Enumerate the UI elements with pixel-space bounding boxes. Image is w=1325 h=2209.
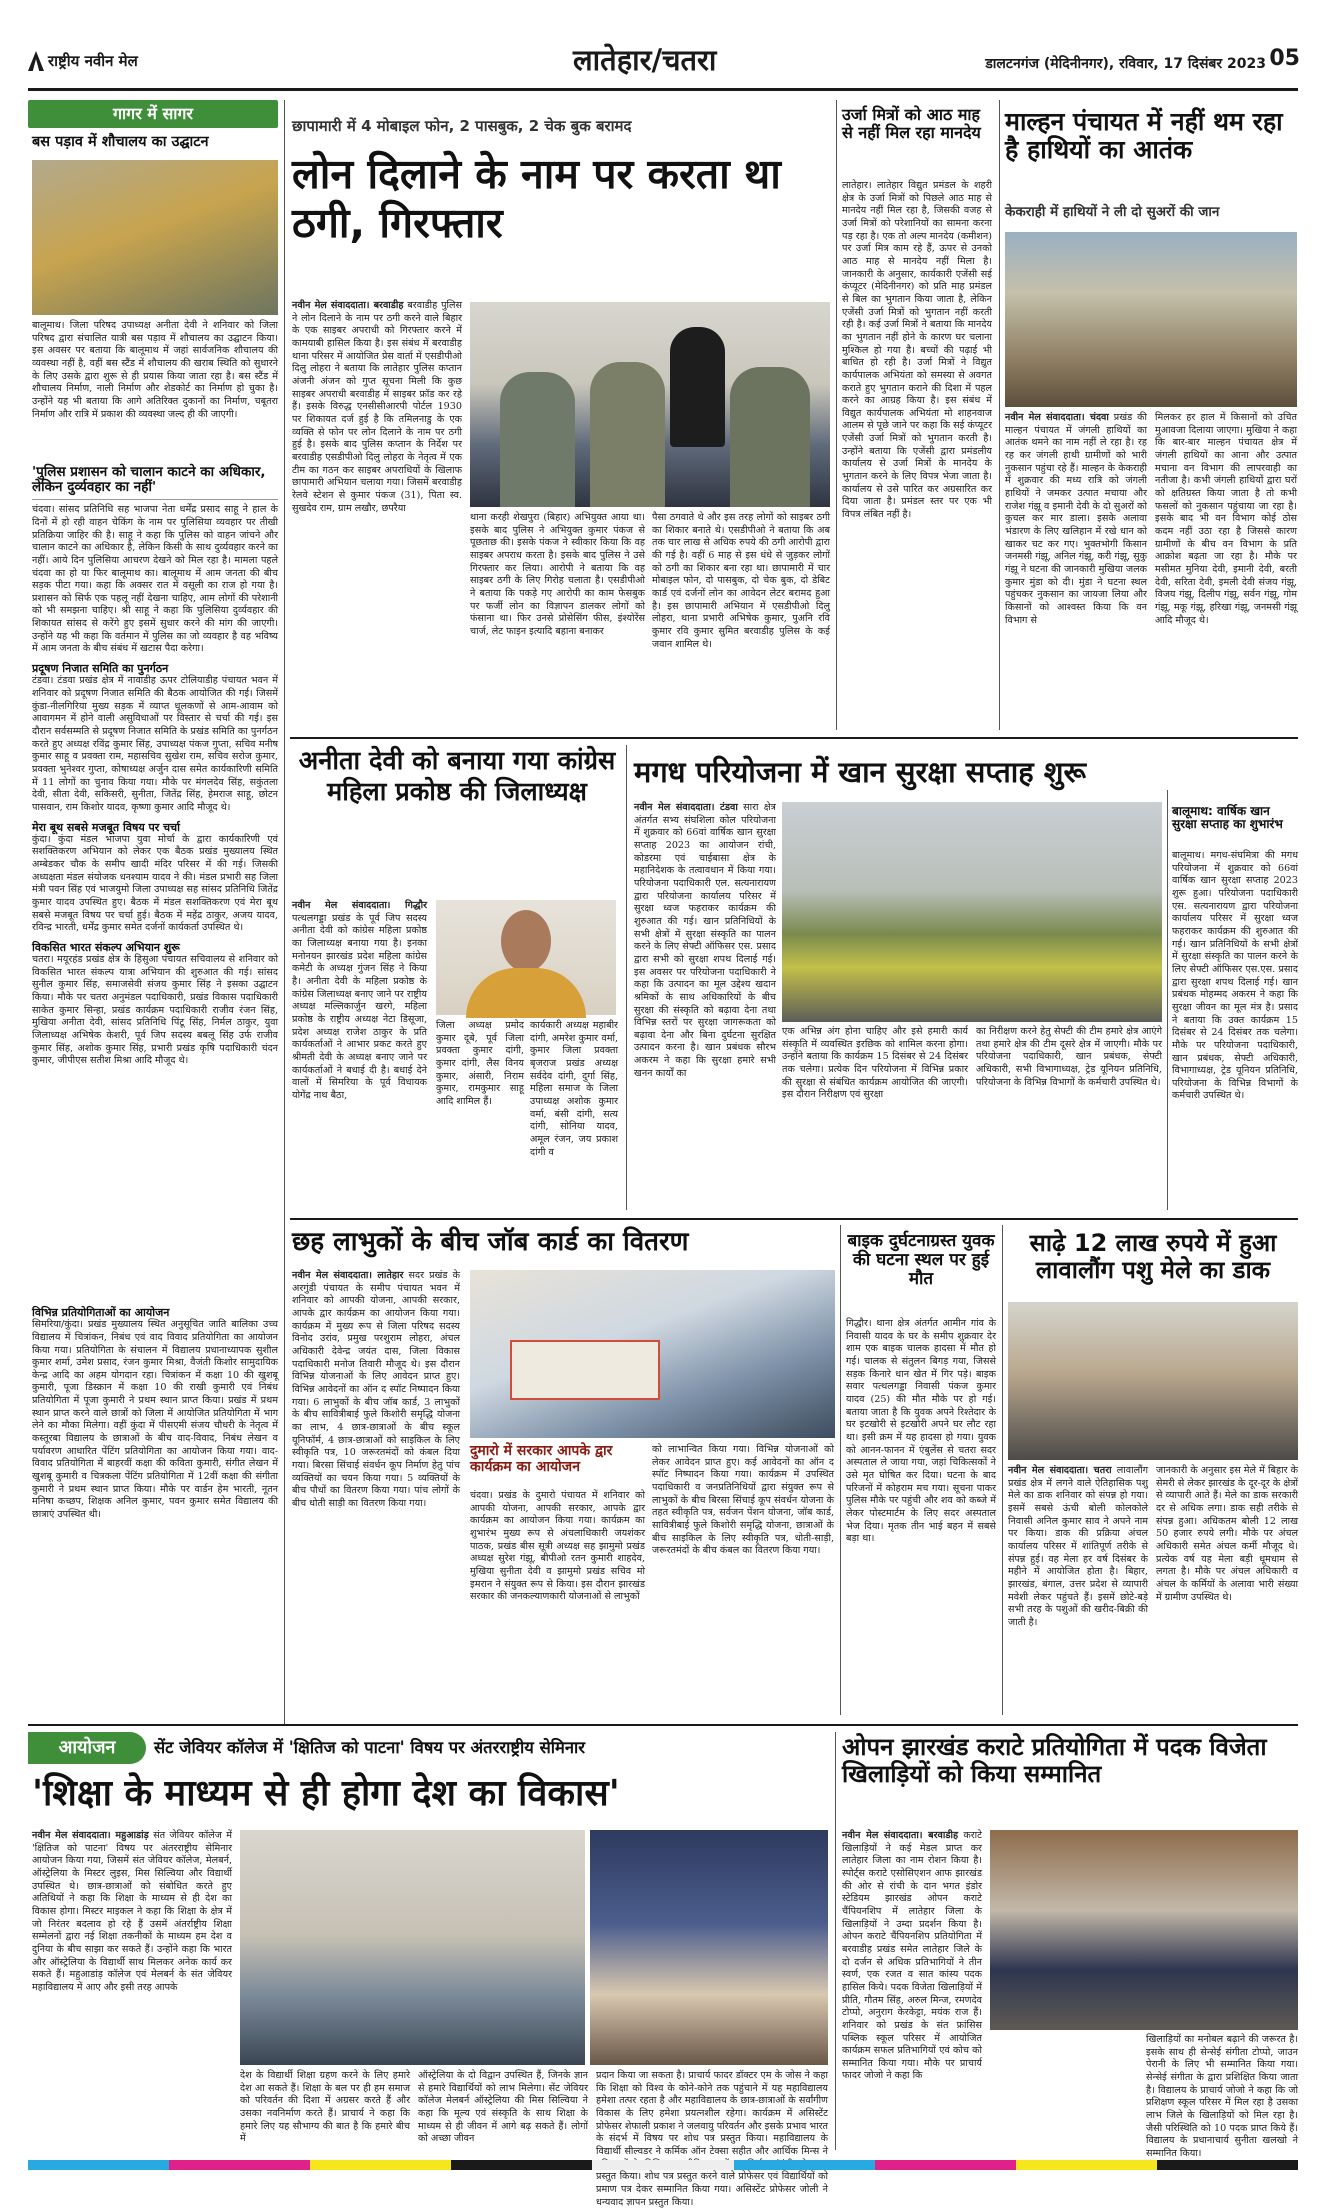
color-swatch-magenta <box>169 2160 310 2170</box>
anita-divider <box>626 745 627 1210</box>
aayojan-tag <box>28 1732 146 1764</box>
anita-col-2: जिला अध्यक्ष प्रमोद कुमार दूबे, पूर्व जिला प्रवक्ता कुमार दांगी, कुमार दांगी, लैस विनय कुमार, अंसारी, निराम कुमार, रामकुमार साहू आदि शामिल हैं। <box>436 1020 524 1107</box>
magadh-col-3: का निरीक्षण करने हेतु सेफ्टी की टीम हमारे क्षेत्र आएंगे तथा हमारे क्षेत्र की टीम दूसरे क्षेत्र में जाएगी। मौके पर परियोजना पदाधिकारी, खान प्रबंधक, सेफ्टी अधिकारी, सभी विभागाध्यक्ष, ट्रेड यूनियन प्रतिनिधि, परियोजना के विभिन्न विभागों के कर्मचारी उपस्थित थे। <box>976 1026 1162 1088</box>
sagar-band-title: गागर में सागर <box>113 104 193 123</box>
karate-col-1-text: कराटे खिलाड़ियों ने कई मेडल प्राप्त कर लातेहार जिला का नाम रोशन किया है। स्पोर्ट्स कराटे एसोसिएशन आफ झारखंड की ओर से रांची के दान भगत इंडोर स्टेडियम झारखंड ओपन कराटे चैंपियनशिप में लातेहार जिला के खिलाड़ियों ने उम्दा प्रदर्शन किया है। ओपन कराटे चैंपियनशिप प्रतियोगिता में बरवाडीह प्रखंड समेत लातेहार जिले के दो दर्जन से अधिक प्रतिभागियों ने तीन स्वर्ण, एक रजत व सात कांस्य पदक हासिल किये। पदक विजेता खिलाड़ियों में प्रीति, गौतम सिंह, अरुल मिन्ज, रमणदेव टोप्पो, अनुराग केरकेट्टा, मयंक राज हैं। शनिवार को प्रखंड के संत फ्रांसिस पब्लिक स्कूल परिसर में आयोजित कार्यक्रम सफल प्रतिभागियों एवं कोच को सम्मानित किया गया। मौके पर प्राचार्य फादर जोजो ने कहा कि <box>842 1830 982 2082</box>
paper-logo <box>28 46 258 76</box>
urja-headline: उर्जा मित्रों को आठ माह से नहीं मिल रहा मानदेय <box>842 105 981 142</box>
loan-col-2: थाना करही शेखपुरा (बिहार) अभियुक्त आया था। इसके बाद पुलिस ने अभियुक्त कुमार पंकज से पूछताछ की। इसके पंकज ने स्वीकार किया कि वह साइबर अपराध करता है। इसके बाद पुलिस ने उसे गिरफ्तार कर लिया। आरोपी ने बताया कि वह साइबर ठगी के लिए गिरोह चलाता है। एसडीपीओ ने बताया कि पकड़े गए आरोपी का काम फेसबुक पर फर्जी लोन का विज्ञापन डालकर लोगों को फंसाना था। फिर उनसे प्रोसेसिंग फीस, इंश्योरेंस चार्ज, लेट फाइन इत्यादि बहाना बनाकर <box>470 512 645 637</box>
sagar-body-1: बालूमाथ। जिला परिषद उपाध्यक्ष अनीता देवी ने शनिवार को जिला परिषद द्वारा संचालित यात्री बस पड़ाव में शौचालय का उद्घाटन किया। इस अवसर पर बताया कि बालूमाथ में जहां सार्वजनिक शौचालय की व्यवस्था नहीं है, वहीं बस स्टैंड में शौचालय की खराब स्थिति को सुधारने के लिए उसके द्वारा शुरू से ही प्रयास किया जाता रहा है। बस स्टैंड में शौचालय निर्माण, नाली निर्माण और शेडकोर्ट का निर्माण हो चुका है। उन्होंने यह भी बताया कि आगे अतिरिक्त दुकानों का निर्माण, चबूतरा निर्माण और रात्रि में प्रकाश की व्यवस्था जल्द ही की जाएगी। <box>32 320 278 420</box>
print-registration-bar <box>28 2160 1298 2170</box>
urja-body: लातेहार। लातेहार विद्युत प्रमंडल के शहरी क्षेत्र के उर्जा मित्रों को पिछले आठ माह से मानदेय नहीं मिल रहा है, जिसकी वजह से उर्जा मित्रों को परेशानियों का सामना करना पड़ रहा है। एक तो अल्प मानदेय (कमीशन) पर उर्जा मित्र काम रहे हैं, ऊपर से उनको आठ माह से मानदेय नहीं मिला है। जानकारी के अनुसार, कार्यकारी एजेंसी सई कंप्यूटर (मेदिनीनगर) को प्रति माह प्रमंडल से बिल का भुगतान किया जाता है, लेकिन एजेंसी उर्जा मित्रों को भुगतान नहीं करती रही है। कई उर्जा मित्रों ने बताया कि मानदेय का भुगतान नहीं होने के कारण घर चलाना मुश्किल हो गया है। बच्चों की पढ़ाई भी बाधित हो रही है। उर्जा मित्रों ने विद्युत कार्यपालक अभियंता को समस्या से अवगत कराते हुए भुगतान कराने की दिशा में पहल करने का आग्रह किया है। इस संबंध में विद्युत कार्यपालक अभियंता मो शाहनवाज आलम से पूछे जाने पर कहा कि सई कंप्यूटर एजेंसी उर्जा मित्रों को भुगतान करती है। उन्होंने बताया कि एजेंसी द्वारा प्रमंडलीय कार्यालय से उर्जा मित्रों के मानदेय के भुगतान करने के लिए विपत्र भेजा जाता है। कार्यालय से उसे पारित कर अग्रसारित कर दिया जाता है। प्रमंडल स्तर पर एक भी विपत्र लंबित नहीं है। <box>842 180 992 521</box>
karate-headline: ओपन झारखंड कराटे प्रतियोगिता में पदक विजेता खिलाड़ियों को किया सम्मानित <box>842 1733 1267 1788</box>
mela-auction-photo <box>1008 1302 1298 1460</box>
malhan-col-1-text: प्रखंड की माल्हन पंचायत में जंगली हाथियों का आतंक थमने का नाम नहीं ले रहा है। रह रह कर जंगली हाथी ग्रामीणों को भारी नुकसान पहुंचा रहे हैं। माल्हन के केकराही में शुक्रवार की मध्य रात्रि को जंगली हाथियों ने जमकर उत्पात मचाया और राजेश गंझू व इमानी देवी के दो सुअरों को कुचल कर मार डाला। इसके अलावा भंडारण के लिए खलिहान में रखे धान को खाकर चट कर गए। भुक्तभोगी किसान जनमसी गंझू, अनिल गंझू, करी गंझू, सुकु गंझू ने घटना की जानकारी मुखिया जलक कुमार मुंडा को दी। मुंडा ने घटना स्थल पहुंचकर नुकसान का जायजा लिया और किसानों को आश्वस्त किया कि वन विभाग से <box>1005 412 1147 626</box>
banner-held <box>510 1340 660 1400</box>
safety-parade-photo <box>782 802 1162 1022</box>
arrest-photo <box>470 302 830 507</box>
elephant-damage-photo <box>1005 232 1297 407</box>
officer-figure-1 <box>500 372 575 507</box>
row-rule-1 <box>290 737 1298 739</box>
job-col-1-text: सदर प्रखंड के अरगुंडी पंचायत के समीप पंचायत भवन में शनिवार को आपकी योजना, आपकी सरकार, आपके द्वार कार्यक्रम का आयोजन किया गया। कार्यक्रम में मुख्य रूप से जिला परिषद सदस्य विनोद उरांव, प्रमुख परशुराम लोहरा, अंचल अधिकारी देवेन्द्र जयंत दास, जिला विकास पदाधिकारी मनोज तिवारी मौजूद थे। इस दौरान विभिन्न योजनाओं के लिए आवेदन प्राप्त हुए। विभिन्न आवेदनों का ऑन द स्पॉट निष्पादन किया गया। 6 लाभुकों के बीच जॉब कार्ड, 3 लाभुकों के बीच सावित्रीबाई फुले किशोरी समृद्धि योजना का लाभ, 4 छात्र-छात्राओं के बीच स्कूल यूनिफॉर्म, 4 छात्र-छात्राओं को साइकिल के लिए स्वीकृति पत्र, 10 जरूरतमंदों को कंबल दिया गया। बिरसा सिंचाई संवर्धन कूप निर्माण हेतु पांच व्यक्तियों का चयन किया गया। 5 व्यक्तियों के बीच पौधों का वितरण किया गया। पांच लोगों के बीच धोती साड़ी का वितरण किया गया। <box>292 1270 460 1509</box>
color-swatch-cyan <box>28 2160 169 2170</box>
seminar-photo-1 <box>240 1830 585 2065</box>
masthead <box>28 40 1298 88</box>
portrait-face <box>501 910 551 972</box>
sagar-box-2 <box>32 465 278 1300</box>
section-title: लातेहार/चतरा <box>573 43 717 77</box>
aayojan-tag-label: आयोजन <box>58 1737 116 1758</box>
anita-portrait <box>436 900 616 1015</box>
aayojan-col-4-text: प्रदान किया जा सकता है। प्राचार्य फादर डॉक्टर एम के जोस ने कहा कि शिक्षा को विश्व के कोने-कोने तक पहुंचाने में यह महाविद्यालय हमेशा तत्पर रहता है और महाविद्यालय के छात्र-छात्राओं के सर्वांगीण विकास के लिए हमेशा प्रयत्नशील रहेगा। कार्यक्रम में असिस्टेंट प्रोफेसर शेफाली प्रकाश ने जलवायु परिवर्तन और इसके प्रभाव भारत के संदर्भ में विषय पर शोध पत्र प्रस्तुत किया। महाविद्यालय के विद्यार्थी सील्वडर ने कर्मिक ऑन टेक्सा सहीत और आर्थिक मिन्स ने प्रस्तुत किया। शोध पत्र प्रस्तुत करने वाले प्रोफेसर एवं विद्यार्थियों को प्रमाण पत्र देकर सम्मानित किया गया। असिस्टेंट प्रोफेसर जोली ने धन्यवाद ज्ञापन प्रस्तुत किया। <box>596 2070 828 2208</box>
balu-body: बालूमाथ। मगध-संघमित्रा की मगध परियोजना में शुक्रवार को 66वां वार्षिक खान सुरक्षा सप्ताह 2023 शुरू हुआ। परियोजना पदाधिकारी एस. सत्यनारायण द्वारा परियोजना कार्यालय परिसर में सुरक्षा ध्वज फहराकर कार्यक्रम की शुरुआत की गई। खान प्रतिनिधियों के सभी क्षेत्रों में सुरक्षा संस्कृति का पालन करने के लिए सेफ्टी ऑफिसर एस.एस. प्रसाद द्वारा सुरक्षा शपथ दिलाई गई। खान प्रबंधक मोहम्मद अकरम ने कहा कि सुरक्षा जीवन का मूल मंत्र है। प्रसाद ने बताया कि उक्त कार्यक्रम 15 दिसंबर से 24 दिसंबर तक चलेगा। मौके पर परियोजना पदाधिकारी, खान प्रबंधक, सेफ्टी अधिकारी, विभागाध्यक्ष, ट्रेड यूनियन प्रतिनिधि, परियोजना के विभिन्न विभागों के कर्मचारी उपस्थित थे। <box>1172 850 1298 1102</box>
dateline: डालटनगंज (मेदिनीनगर), रविवार, 17 दिसंबर 2023 <box>985 56 1266 72</box>
sagar-box-6 <box>32 1300 278 1720</box>
karate-group-photo <box>990 1830 1298 2030</box>
loan-headline: लोन दिलाने के नाम पर करता था ठगी, गिरफ्तार <box>292 150 781 248</box>
malhan-byline: नवीन मेल संवाददाता। चंदवा <box>1005 412 1109 423</box>
bus-stand-photo <box>32 160 278 315</box>
sagar-body-6: सिमरिया/कुंदा। प्रखंड मुख्यालय स्थित अनुसूचित जाति बालिका उच्च विद्यालय में चित्रांकन, निबंध एवं वाद विवाद प्रतियोगिता का आयोजन किया गया। प्रतियोगिता के संचालन में विद्यालय प्रधानाध्यापक सुशील कुमार शर्मा, उमेश प्रसाद, रंजन कुमार मिश्रा, वैजंती किशोर सामुदायिक केन्द्र आदि का अहम योगदान रहा। चित्रांकन में कक्षा 10 की खुशबू कुमारी, पूजा डिस्क्रान में कक्षा 10 की राखी कुमारी एवं निबंध प्रतियोगिता में पूजा कुमारी ने प्रथम स्थान प्राप्त किया। प्रखंड में प्रथम स्थान प्राप्त करने वाले छात्रों को जिला में आयोजित प्रतियोगिता में भाग लेने का मौका मिलेगा। वहीं कुंदा में पीसएमी संजय चौधरी के नेतृत्व में कस्तूरबा विद्यालय के छात्राओं के बीच वाद-विवाद, निबंध लेखन व पर्यावरण आधारित पेंटिंग प्रतियोगिता का आयोजन किया गया। वाद-विवाद प्रतियोगिता में बाहरवीं कक्षा की कविता कुमारी, संगीत लेखन में खुशबू कुमारी व चित्रकला पेंटिंग प्रतियोगिता में 12वीं कक्षा की संगीता कुमारी ने प्रथम स्थान प्राप्त किया। मौके पर वार्डन हेम भारती, नूतन मनिषा कच्छप, शिक्षक अनिल कुमार, पवन कुमार समेत विद्यालय की छात्राएं उपस्थित थी। <box>32 1319 278 1521</box>
karate-col-2: खिलाड़ियों का मनोबल बढ़ाने की जरूरत है। इसके साथ ही सेन्सेई संगीता टोप्पो, जाउन पेरानी के लिए भी सम्मानित किया गया। सेन्सेई संगीता के द्वारा प्रशिक्षित किया जाता है। विद्यालय के प्राचार्य जोजो ने कहा कि जो प्रशिक्षण स्कूल परिसर में मिल रहा है उसका लाभ जिले के खिलाड़ियों को मिल रहा है। जैसी परिस्थिति को 10 पदक प्राप्त किये हैं। विद्यालय के प्रधानाचार्य सुनीता खलखो ने सम्मानित किया। <box>1146 2034 1298 2159</box>
mela-headline: साढ़े 12 लाख रुपये में हुआ लावालौंग पशु मेले का डाक <box>1029 1229 1277 1284</box>
page-number: 05 <box>1269 46 1300 71</box>
balu-divider <box>1167 790 1168 1210</box>
color-swatch-yellow-2 <box>1016 2160 1157 2170</box>
aayojan-col-1-text: संत जेवियर कॉलेज में 'क्षितिज को पाटना' विषय पर अंतरराष्ट्रीय सेमिनार आयोजन किया गया, जिसमें संत जेवियर कॉलेज, मेलबर्न, ऑस्ट्रेलिया के मिस्टर लुइस, मिस सिल्विया और विद्यार्थी उपस्थित थे। छात्र-छात्राओं को संबोधित करते हुए अतिथियों ने कहा कि शिक्षा के माध्यम से ही देश का विकास होगा। मिस्टर माइकल ने कहा कि शिक्षा के क्षेत्र में जो निरंतर बदलाव हो रहे हैं उसमें अंतर्राष्ट्रीय शिक्षा सम्मेलनों द्वारा नई शिक्षा तकनीकों के माध्यम हम देश व दुनिया के बीच साझा कर सकते हैं। उन्होंने कहा कि भारत और ऑस्ट्रेलिया के विद्यार्थी साथ मिलकर अनेक कार्य कर सकते हैं। महुआडांड़ कॉलेज एवं मेलबर्न के संत जेवियर महाविद्यालय में आए और इसी तरह आपके <box>32 1830 232 1993</box>
color-swatch-magenta-2 <box>875 2160 1016 2170</box>
loan-byline: नवीन मेल संवाददाता। बरवाडीह <box>292 300 404 311</box>
mela-col-1 <box>1008 1465 1148 1715</box>
aayojan-col-3: ऑस्ट्रेलिया के दो विद्वान उपस्थित हैं, जिनके ज्ञान से हमारे विद्यार्थियों को लाभ मिलेगा। सेंट जेवियर कॉलेज मेलबर्न ऑस्ट्रेलिया की मिस सिल्विया ने कहा कि मूल्य एवं संस्कृति के साथ शिक्षा के माध्यम से ही जीवन में आगे बढ़ सकते हैं। लोगों को अच्छा जीवन <box>418 2070 588 2145</box>
accused-figure <box>670 327 725 447</box>
job-byline: नवीन मेल संवाददाता। लातेहार <box>292 1270 404 1281</box>
color-swatch-black <box>451 2160 592 2170</box>
aayojan-col-1 <box>32 1830 232 2150</box>
karate-col-1 <box>842 1830 982 2150</box>
sagar-headline-4: मेरा बूथ सबसे मजबूत विषय पर चर्चा <box>32 820 180 834</box>
sagar-band <box>28 100 278 128</box>
job-col-2: चंदवा। प्रखंड के दुमारो पंचायत में शनिवार को आपकी योजना, आपकी सरकार, आपके द्वार कार्यक्रम का आयोजन किया गया। कार्यक्रम का शुभारंभ मुख्य रूप से अंचलाधिकारी जयशंकर पाठक, प्रखंड बीस सूत्री अध्यक्ष सह झामुमो प्रखंड अध्यक्ष सुरेश गंझू, बीपीओ रतन कुमारी शाहदेव, मुखिया सुनीता देवी व झामुमो प्रखंड सचिव मो इमरान ने संयुक्त रूप से किया। इस दौरान झारखंड सरकार की जनकल्याणकारी योजनाओं से लाभुकों <box>470 1490 645 1603</box>
paper-name: राष्ट्रीय नवीन मेल <box>48 52 138 70</box>
aayojan-byline: नवीन मेल संवाददाता। महुआडांड़ <box>32 1830 149 1841</box>
karate-byline: नवीन मेल संवाददाता। बरवाडीह <box>842 1830 959 1841</box>
sagar-body-2: चंदवा। सांसद प्रतिनिधि सह भाजपा नेता धर्मेंद्र प्रसाद साहू ने हाल के दिनों में हो रही वाहन चेकिंग के नाम पर पुलिसिया व्यवहार पर तीखी प्रतिक्रिया जाहिर की है। साहू ने कहा कि पुलिस को वाहन जांचने और चालान काटने का अधिकार है, लेकिन किसी के साथ दुर्व्यवहार करने का नहीं। आये दिन पुलिसिया आचरण देखने को मिल रहा है। मामला पहले चंदवा का हो या फिर बालूमाथ का। बालूमाथ में आम जनता की बीच सड़क पीटा गया। कहा कि अक्सर रात में वसूली का राज हो गया है। प्रशासन को सिर्फ एक पहलू नहीं देखना चाहिए, आम लोगों की परेशानी को भी समझना चाहिए। श्री साहू ने कहा कि पुलिसिया दुर्व्यवहार की शिकायत सांसद से करेंगे हुए इसमें सुधार करने की मांग की जाएगी। उन्होंने यह भी कहा कि वर्तमान में पुलिस का जो व्यवहार है वह भविष्य में आम जनता के बीच संबंध में खटास पैदा करेगा। <box>32 504 278 655</box>
bike-headline: बाइक दुर्घटनाग्रस्त युवक की घटना स्थल पर हुई मौत <box>847 1231 995 1290</box>
mela-col-1-text: लावालौंग प्रखंड क्षेत्र में लगने वाले ऐतिहासिक पशु मेले का डाक शनिवार को संपन्न हो गया। इसमें सबसे ऊंची बोली कोलकोले निवासी अनिल कुमार साव ने अपने नाम पर किया। डाक की प्रक्रिया अंचल कार्यालय परिसर में शांतिपूर्ण तरीके से संपन्न हुई। वह मेला हर वर्ष दिसंबर के महीने में आयोजित होता है। बिहार, झारखंड, बंगाल, उत्तर प्रदेश से व्यापारी मवेशी लेकर पहुंचते हैं। इसमें छोटे-बड़े सभी तरह के पशुओं की खरीद-बिक्री की जाती है। <box>1008 1465 1148 1628</box>
logo-mark-icon <box>28 51 44 71</box>
anita-col-1-text: पत्थलगड्डा प्रखंड के पूर्व जिप सदस्य अनीता देवी को कांग्रेस महिला प्रकोष्ठ का जिलाध्यक्ष बनाया गया है। इनका मनोनयन झारखंड प्रदेश महिला कांग्रेस कमेटी के अध्यक्ष गुंजन सिंह ने किया है। अनीता देवी के महिला प्रकोष्ठ के कांग्रेस जिलाध्यक्ष बनाए जाने पर राष्ट्रीय अध्यक्ष मल्लिकार्जुन खरगे, महिला प्रकोष्ठ के राष्ट्रीय अध्यक्ष नेटा डिसूजा, प्रदेश अध्यक्ष राजेश ठाकुर के प्रति कार्यकर्ताओं ने आभार प्रकट करते हुए श्रीमती देवी के अध्यक्ष बनाए जाने पर कार्यकर्ताओं ने बधाई दी है। बधाई देने वालों में सिमरिया के पूर्व विधायक योगेंद्र नाथ बैठा, <box>292 912 427 1101</box>
job-subhead: दुमारो में सरकार आपके द्वार कार्यक्रम का आयोजन <box>470 1443 613 1475</box>
masthead-rule <box>28 88 1298 91</box>
color-swatch-yellow <box>310 2160 451 2170</box>
balu-headline: बालूमाथ: वार्षिक खान सुरक्षा सप्ताह का शुभारंभ <box>1172 804 1283 832</box>
job-card-photo <box>470 1270 835 1438</box>
magadh-col-2: एक अभिन्न अंग होना चाहिए और इसे हमारी कार्य संस्कृति में व्यवस्थित इरछिक को शामिल करना होगा। उन्होंने बताया कि कार्यक्रम 15 दिसंबर से 24 दिसंबर तक चलेगा। प्रत्येक दिन परियोजना में विभिन्न प्रकार की सुरक्षा से संबंधित कार्यक्रम आयोजित की जाएगी। इस दौरान निरीक्षण एवं सुरक्षा <box>782 1026 968 1101</box>
anita-col-1 <box>292 900 427 1210</box>
magadh-byline: नवीन मेल संवाददाता। टंडवा <box>634 802 738 813</box>
mela-byline: नवीन मेल संवाददाता। चतरा <box>1008 1465 1112 1476</box>
bike-divider <box>840 1225 841 1715</box>
anita-headline: अनीता देवी को बनाया गया कांग्रेस महिला प्रकोष्ठ की जिलाध्यक्ष <box>298 746 616 808</box>
malhan-subhead: केकराही में हाथियों ने ली दो सुअरों की जान <box>1005 204 1220 220</box>
magadh-col-1-text: सारा क्षेत्र अंतर्गत सभ्य संघशिला कोल परियोजना में शुक्रवार को 66वां वार्षिक खान सुरक्षा सप्ताह 2023 का आयोजन रांची, कोडरमा एवं चाईबासा क्षेत्र के महानिदेशक के तत्वावधान में किया गया। परियोजना पदाधिकारी एल. सत्यनारायण द्वारा परियोजना कार्यालय परिसर में सुरक्षा ध्वज फहराकर कार्यक्रम की शुरुआत की गई। खान प्रतिनिधियों के सभी क्षेत्रों में सुरक्षा संस्कृति का पालन करने के लिए सेफ्टी ऑफिसर एस. प्रसाद द्वारा सभी को सुरक्षा शपथ दिलाई गई। इस अवसर पर परियोजना पदाधिकारी ने कहा कि उत्पादन का मूल उद्देश्य खदान श्रमिकों के साथ अधिकारियों के बीच सुरक्षा की संस्कृति को बढ़ावा देना तथा विभिन्न स्तरों पर सुरक्षा जागरूकता को बढ़ावा देना और बिना दुर्घटना सुरक्षित उत्पादन करना है। खान प्रबंधक सौरभ अकरम ने कहा कि सुरक्षा हमारे सभी खनन कार्यों का <box>634 802 776 1079</box>
officer-figure-2 <box>590 362 665 507</box>
job-col-1 <box>292 1270 460 1715</box>
loan-kicker: छापामारी में 4 मोबाइल फोन, 2 पासबुक, 2 चेक बुक बरामद <box>292 117 632 135</box>
sagar-headline-1: बस पड़ाव में शौचालय का उद्घाटन <box>32 134 209 150</box>
mela-col-2: जानकारी के अनुसार इस मेले में बिहार के सेमरी से लेकर झारखंड के दूर-दूर के क्षेत्रों से व्यापारी आते हैं। मेले का डाक सरकारी दर से अधिक लगा। डाक सही तरीके से संपन्न हुआ। अधिकतम बोली 12 लाख 50 हजार रुपये लगी। मौके पर अंचल अधिकारी समेत अंचल कर्मी मौजूद थे। प्रत्येक वर्ष यह मेला बड़ी धूमधाम से लगता है। मौके पर अंचल अधिकारी व अंचल के कर्मियों के अलावा भारी संख्या में ग्रामीण उपस्थित थे। <box>1156 1465 1298 1603</box>
sagar-body-3: टंडवा। टंडवा प्रखंड क्षेत्र में नावाडीह ऊपर टोलियाडीह पंचायत भवन में शनिवार को प्रदूषण निजात समिति की बैठक आयोजित की गई। जिसमें कुंडा-नीलगिरिया मुख्य सड़क में व्याप्त धूलकणों से आम-आवाम को आवागमन में होने वाली असुविधाओं पर विस्तार से चर्चा की गई। इस दौरान सर्वसम्मति से प्रदूषण निजात समिति के प्रखंड समिति का पुनर्गठन करते हुए अध्यक्ष रविंद्र कुमार सिंह, उपाध्यक्ष पंकज गुप्ता, सचिव मनीष कुमार साहू व प्रवक्ता राम, महासचिव सुखेश राम, सचिव सरोज कुमार, प्रवक्ता भुनेश्वर गुप्ता, कोषाध्यक्ष अर्जुन दास समेत कार्यकारिणी समिति में 11 लोगों का चुनाव किया गया। मौके पर मंगलदेव सिंह, सकुंतला देवी, सीता देवी, सकिसरी, सुनीता, जितेंद्र सिंह, हेमराज साहू, छोटन पासवान, राम किशोर यादव, कृष्णा कुमार आदि मौजूद थे। <box>32 675 278 813</box>
malhan-headline: माल्हन पंचायत में नहीं थम रहा है हाथियों का आतंक <box>1005 107 1283 164</box>
sagar-headline-6: विभिन्न प्रतियोगिताओं का आयोजन <box>32 1306 170 1319</box>
aayojan-kicker: सेंट जेवियर कॉलेज में 'क्षितिज को पाटना' विषय पर अंतरराष्ट्रीय सेमिनार <box>154 1738 586 1757</box>
color-swatch-cyan-2 <box>734 2160 875 2170</box>
aayojan-headline: 'शिक्षा के माध्यम से ही होगा देश का विकास' <box>32 1773 620 1814</box>
magadh-col-1 <box>634 802 776 1210</box>
malhan-col-2: मिलकर हर हाल में किसानों को उचित मुआवजा दिलाया जाएगा। मुखिया ने कहा कि बार-बार माल्हन पंचायत क्षेत्र में जंगली हाथियों का आना और उत्पात मचाना वन विभाग की लापरवाही का नतीजा है। कभी जंगली हाथियों द्वारा घरों को क्षतिग्रस्त किया जाता है तो कभी फसलों को नुकसान पहुंचाया जा रहा है। इसके बाद भी वन विभाग कोई ठोस कदम नहीं उठा रहा है जिससे कारण ग्रामीणों के बीच वन विभाग के प्रति आक्रोश बढ़ता जा रहा है। मौके पर मसीमत मुनिया देवी, इमानी देवी, बरती देवी, सरिता देवी, इमली देवी संजय गंझू, विजय गंझू, दिलीप गंझू, सर्वन गंझू, गोम गंझू, मकू गंझू, हरिखा गंझू, जनमसी गंझू आदि मौजूद थे। <box>1155 412 1297 626</box>
aayojan-col-2: देश के विद्यार्थी शिक्षा ग्रहण करने के लिए हमारे देश आ सकते हैं। शिक्षा के बल पर ही हम समाज को परिवर्तन की दिशा में अग्रसर करते हैं और उसका नवनिर्माण करते हैं। प्राचार्य ने कहा कि हमारे लिए यह सौभाग्य की बात है कि हमारे बीच में <box>240 2070 410 2145</box>
officer-figure-3 <box>730 367 810 507</box>
sagar-body-4: कुंदा। कुंदा मंडल भाजपा युवा मोर्चा के द्वारा कार्यकारिणी एवं सशक्तिकरण अभियान को लेकर एक बैठक प्रखंड मुख्यालय स्थित अम्बेडकर चौक के समीप खादी मंदिर परिसर में की गई। जिसकी अध्यक्षता मंडल संयोजक धनश्याम यादव ने की। मंडल प्रभारी सह जिला मंत्री पवन सिंह एवं भाजयुमो जिला उपाध्यक्ष सह सांसद प्रतिनिधि जितेंद्र कुमार यादव उपस्थित हुए। बैठक में मंडल सशक्तिकरण एवं मेरा बूथ सबसे मजबूत विषय पर चर्चा हुई। बैठक में महेंद्र ठाकुर, अजय यादव, रविन्द्र भारती, धर्मेंद्र कुमार समेत दर्जनों कार्यकर्ता उपस्थित थे। <box>32 833 278 934</box>
loan-col-1-text: बरवाडीह पुलिस ने लोन दिलाने के नाम पर ठगी करने वाले बिहार के एक साइबर अपराधी को गिरफ्तार करने में कामयाबी हासिल किया है। इस संबंध में बरवाडीह थाना परिसर में आयोजित प्रेस वार्ता में एसडीपीओ दिलु लोहरा ने बताया कि लातेहार पुलिस कप्तान अंजनी अंजन को गुप्त सूचना मिली कि कुछ साइबर अपराधी बरवाडीह में साइबर फ्रॉड कर रहे हैं। इसके विरुद्ध एनसीसीआरपी पोर्टल 1930 पर शिकायत दर्ज हुई है कि तमिलनाडु के एक व्यक्ति से फोन पर लोन दिलाने के नाम पर ठगी हुई है। इसके बाद पुलिस कप्तान के निर्देश पर बरवाडीह एसडीपीओ दिलु लोहरा के नेतृत्व में एक टीम का गठन कर साइबर अपराधियों के खिलाफ छापामारी अभियान चलाया गया। जिसमें बरवाडीह रेलवे स्टेशन से कुमार पंकज (31), पिता स्व. सुखदेव राम, ग्राम लखौर, छपरैया <box>292 300 462 514</box>
bike-body: गिद्धौर। थाना क्षेत्र अंतर्गत आमीन गांव के निवासी यादव के घर के समीप शुक्रवार देर शाम एक बाइक चालक हादसा में मौत हो गई। चालक से संतुलन बिगड़ गया, जिससे सड़क किनारे धान खेत में गिर पड़े। बाइक सवार पत्थलगड्डा निवासी पंकज कुमार यादव (25) की मौत मौके पर हो गई। बताया जाता है कि युवक अपने रिश्तेदार के घर इटखोरी से इटखोरी अपने घर लौट रहा था। इसी क्रम में यह हादसा हो गया। युवक को आनन-फानन में एंबुलेंस से चतरा सदर अस्पताल ले जाया गया, जहां चिकित्सकों ने उसे मृत घोषित कर दिया। घटना के बाद परिजनों में कोहराम मच गया। सूचना पाकर पुलिस मौके पर पहुंची और शव को कब्जे में लेकर पोस्टमार्टम के लिए सदर अस्पताल भेज दिया। मृतक तीन भाई बहन में सबसे बड़ा था। <box>846 1318 996 1545</box>
urja-divider <box>836 100 837 730</box>
sagar-headline-5: विकसित भारत संकल्प अभियान शुरू <box>32 940 180 954</box>
seminar-photo-2 <box>590 1830 828 2065</box>
anita-col-3: कार्यकारी अध्यक्ष महाबीर दांगी, अमरेश कुमार वर्मा, कुमार जिला प्रवक्ता बृजराज प्रखंड अध्यक्ष सर्वदेव दांगी, दुर्गा सिंह, महिला समाज के जिला उपाध्यक्ष अशोक कुमार वर्मा, बंसी दांगी, सत्य दांगी, सोनिया यादव, अमूल रंजन, जय प्रकाश दांगी व <box>530 1020 618 1158</box>
malhan-divider <box>999 100 1000 730</box>
karate-col-2b <box>990 2034 1140 2150</box>
job-col-3: को लाभान्वित किया गया। विभिन्न योजनाओं को लेकर आवेदन प्राप्त हुए। कई आवेदनों का ऑन द स्पॉट निष्पादन किया गया। कार्यक्रम में उपस्थित पदाधिकारी व जनप्रतिनिधियों द्वारा संयुक्त रूप से लाभुकों के बीच बिरसा सिंचाई कूप संवर्धन योजना के तहत स्वीकृति पत्र, सर्वजन पेंशन योजना, जॉब कार्ड, सावित्रीबाई फुले किशोरी समृद्धि योजना, छात्राओं के बीच साइकिल के लिए स्वीकृति पत्र, धोती-साड़ी, जरूरतमंदों के बीच कंबल का वितरण किया गया। <box>652 1444 834 1557</box>
anita-byline: नवीन मेल संवाददाता। गिद्धौर <box>292 900 427 911</box>
loan-col-1 <box>292 300 462 730</box>
color-swatch-white <box>592 2160 733 2170</box>
sagar-headline-3: प्रदूषण निजात समिति का पुनर्गठन <box>32 662 169 676</box>
malhan-col-1 <box>1005 412 1147 730</box>
sagar-body-5: चतरा। मयूरहंड प्रखंड क्षेत्र के हिसुआ पंचायत सचिवालय से शनिवार को विकसित भारत संकल्प यात्रा अभियान की शुरुआत की गई। सांसद सुनील कुमार सिंह, समाजसेवी संजय कुमार सिंह ने इसका उद्घाटन किया। मौके पर चतरा अनुमंडल पदाधिकारी, प्रखंड विकास पदाधिकारी साकेत कुमार सिन्हा, प्रखंड कार्यक्रम पदाधिकारी राजीव रंजन सिंह, मुखिया अनीता देवी, सांसद प्रतिनिधि पिंटू सिंह, निर्मल ठाकुर, युवा जिलाध्यक्ष अभिषेक केशरी, पूर्व जिप सदस्य बबलू सिंह उर्फ राजीव कुमार सिंह, अशोक कुमार सिंह, प्रभारी प्रखंड कृषि पदाधिकारी चंदन कुमार, जीपीएस सतीश मिश्रा आदि मौजूद थे। <box>32 954 278 1067</box>
mela-divider <box>1002 1225 1003 1715</box>
sagar-headline-2: 'पुलिस प्रशासन को चालान काटने का अधिकार, लेकिन दुर्व्यवहार का नहीं' <box>32 465 278 500</box>
left-column-divider <box>284 100 285 1725</box>
portrait-saree <box>466 968 586 1018</box>
job-headline: छह लाभुकों के बीच जॉब कार्ड का वितरण <box>292 1227 689 1257</box>
magadh-headline: मगध परियोजना में खान सुरक्षा सप्ताह शुरू <box>634 755 1087 789</box>
karate-divider <box>835 1732 836 2150</box>
row-rule-3 <box>28 1724 1298 1726</box>
color-swatch-black-2 <box>1157 2160 1298 2170</box>
row-rule-2 <box>290 1218 1298 1220</box>
loan-col-3: पैसा ठगवाते थे और इस तरह लोगों को साइबर ठगी का शिकार बनाते थे। एसडीपीओ ने बताया कि अब तक चार लाख से अधिक रुपये की ठगी आरोपी द्वारा की गई है। वहीं 6 माह से इस धंधे से जुड़कर लोगों को ठगी का शिकार बना रहा था। छापामारी में चार मोबाइल फोन, दो पासबुक, दो चेक बुक, दो डेबिट कार्ड एवं दर्जनों लोन का आवेदन लेटर बरामद हुआ है। इस छापामारी अभियान में एसडीपीओ दिलु लोहरा, थाना प्रभारी अभिषेक कुमार, पुअनि रवि कुमार रवि कुमार सुमित बरवाडीह पुलिस के कई जवान शामिल थे। <box>652 512 830 650</box>
